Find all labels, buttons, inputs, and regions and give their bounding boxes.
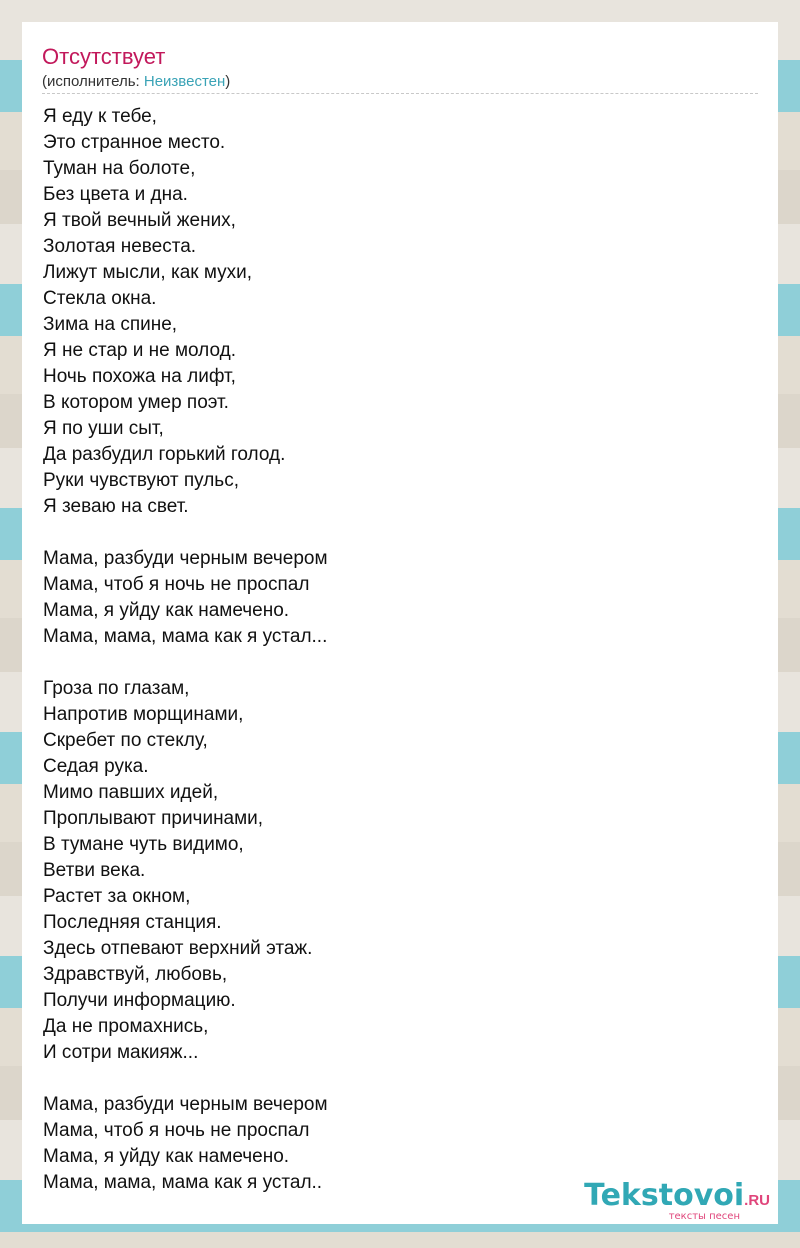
lyrics-line: И сотри макияж... <box>43 1042 199 1063</box>
lyrics-line: Стекла окна. <box>43 288 157 309</box>
lyrics-line: В котором умер поэт. <box>43 392 229 413</box>
lyrics-line: Я твой вечный жених, <box>43 210 236 231</box>
lyrics-line: Ночь похожа на лифт, <box>43 366 236 387</box>
site-logo[interactable] <box>584 1178 770 1222</box>
lyrics-line: Растет за окном, <box>43 886 191 907</box>
lyrics-line: Да разбудил горький голод. <box>43 444 286 465</box>
lyrics-line: Получи информацию. <box>43 990 236 1011</box>
lyrics-line: Последняя станция. <box>43 912 222 933</box>
logo-name: Tekstovoi <box>584 1178 745 1213</box>
lyrics-blank-line <box>43 650 743 676</box>
song-title: Отсутствует <box>42 44 166 69</box>
song-header <box>42 42 758 92</box>
lyrics-line: Седая рука. <box>43 756 149 777</box>
lyrics-line: Проплывают причинами, <box>43 808 264 829</box>
artist-prefix: (исполнитель: <box>42 73 144 90</box>
lyrics-line: Гроза по глазам, <box>43 678 190 699</box>
lyrics-line: Мама, мама, мама как я устал.. <box>43 1172 323 1193</box>
header-divider <box>42 93 758 94</box>
lyrics-line: Мама, я уйду как намечено. <box>43 600 290 621</box>
logo-wordmark <box>584 1178 770 1213</box>
lyrics-line: Зима на спине, <box>43 314 178 335</box>
lyrics-line: Лижут мысли, как мухи, <box>43 262 253 283</box>
lyrics-line: Мимо павших идей, <box>43 782 219 803</box>
lyrics-line: Ветви века. <box>43 860 146 881</box>
artist-line <box>42 72 758 92</box>
lyrics-line: Мама, чтоб я ночь не проспал <box>43 574 310 595</box>
lyrics-line: В тумане чуть видимо, <box>43 834 244 855</box>
lyrics-card <box>22 22 778 1224</box>
lyrics-line: Мама, чтоб я ночь не проспал <box>43 1120 310 1141</box>
lyrics-line: Это странное место. <box>43 132 226 153</box>
lyrics-line: Без цвета и дна. <box>43 184 188 205</box>
logo-tagline: тексты песен <box>668 1211 740 1222</box>
lyrics-line: Мама, разбуди черным вечером <box>43 1094 328 1115</box>
lyrics-line: Я не стар и не молод. <box>43 340 236 361</box>
lyrics-blank-line <box>43 1066 743 1092</box>
lyrics-line: Я еду к тебе, <box>43 106 157 127</box>
lyrics-line: Здравствуй, любовь, <box>43 964 228 985</box>
lyrics-line: Здесь отпевают верхний этаж. <box>43 938 313 959</box>
artist-suffix: ) <box>225 73 231 90</box>
lyrics-line: Я зеваю на свет. <box>43 496 189 517</box>
lyrics-line: Мама, разбуди черным вечером <box>43 548 328 569</box>
lyrics-line: Золотая невеста. <box>43 236 197 257</box>
lyrics-line: Напротив морщинами, <box>43 704 244 725</box>
lyrics-line: Руки чувствуют пульс, <box>43 470 239 491</box>
artist-link[interactable]: Неизвестен <box>143 73 226 90</box>
lyrics-line: Мама, мама, мама как я устал... <box>43 626 328 647</box>
lyrics-line: Скребет по стеклу, <box>43 730 208 751</box>
logo-tld: .RU <box>744 1192 770 1209</box>
lyrics-line: Да не промахнись, <box>43 1016 209 1037</box>
lyrics-list <box>43 104 743 1196</box>
lyrics-line: Я по уши сыт, <box>43 418 164 439</box>
lyrics-line: Мама, я уйду как намечено. <box>43 1146 290 1167</box>
lyrics-line: Туман на болоте, <box>43 158 196 179</box>
lyrics-blank-line <box>43 520 743 546</box>
